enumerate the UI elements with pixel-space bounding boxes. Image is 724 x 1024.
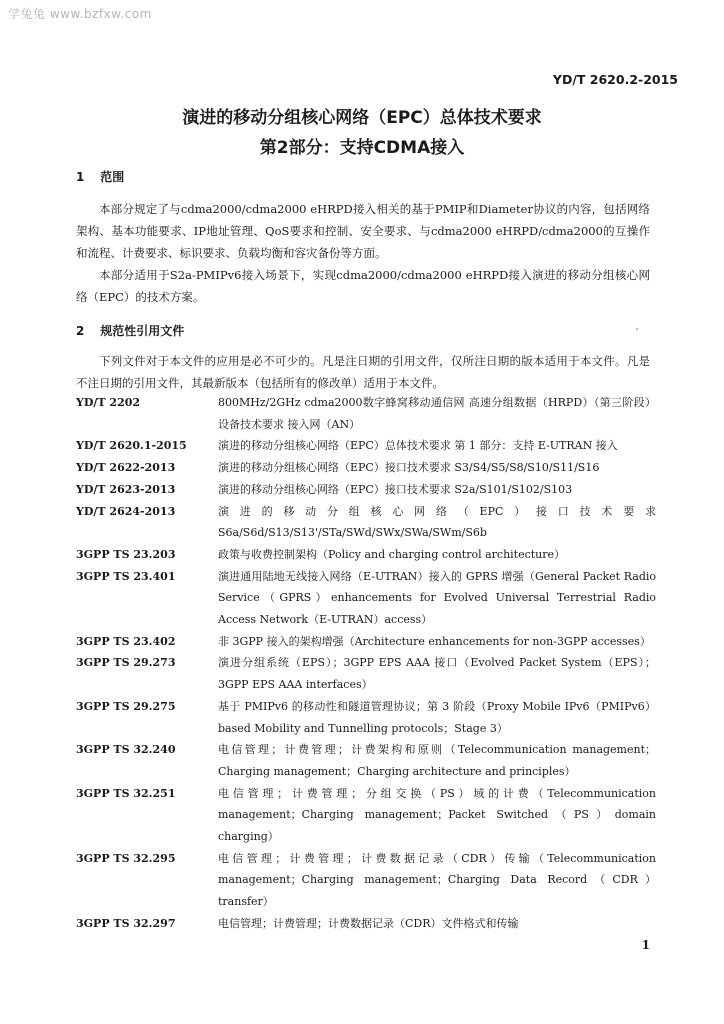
- reference-code: 3GPP TS 23.203: [76, 547, 176, 561]
- section-heading-normative-references: [76, 322, 184, 339]
- reference-item: [76, 739, 656, 782]
- reference-code: 3GPP TS 29.275: [76, 699, 176, 713]
- reference-item: [76, 435, 656, 457]
- reference-code: YD/T 2623-2013: [76, 482, 176, 496]
- reference-item: [76, 783, 656, 848]
- reference-item: [76, 392, 656, 435]
- reference-title: 政策与收费控制架构（Policy and charging control architecture）: [218, 547, 566, 561]
- reference-title: 电信管理；计费管理；分组交换（PS）域的计费（Telecommunication management；Charging management；Packet Switched（PS）domain charging）: [218, 786, 656, 844]
- reference-code: 3GPP TS 32.297: [76, 916, 176, 930]
- scan-speck: [636, 328, 638, 330]
- reference-title: 演进的移动分组核心网络（EPC）总体技术要求 第 1 部分：支持 E-UTRAN 接入: [218, 439, 618, 453]
- reference-title: 演进的移动分组核心网络（EPC）接口技术要求 S2a/S101/S102/S103: [218, 482, 573, 496]
- reference-title: 电信管理；计费管理；计费数据记录（CDR）文件格式和传输: [218, 916, 519, 930]
- document-subtitle: 第2部分：支持CDMA接入: [259, 138, 465, 158]
- document-code: YD/T 2620.2-2015: [552, 72, 678, 87]
- reference-item: [76, 696, 656, 739]
- reference-title: 非 3GPP 接入的架构增强（Architecture enhancements for non-3GPP accesses）: [218, 634, 651, 648]
- reference-code: 3GPP TS 32.240: [76, 743, 176, 757]
- reference-title: 电信管理；计费管理；计费架构和原则（Telecommunication management；Charging management；Charging architecture and principles）: [218, 743, 656, 778]
- section-title: 范围: [100, 170, 125, 184]
- reference-item: [76, 913, 656, 935]
- reference-title: 演进通用陆地无线接入网络（E-UTRAN）接入的 GPRS 增强（General Packet Radio Service（GPRS）enhancements for Evolved Universal Terrestrial Radio Access Network（E-UTRAN）access）: [218, 569, 656, 627]
- reference-item: [76, 566, 656, 631]
- section-title: 规范性引用文件: [100, 324, 185, 338]
- scope-paragraph: 本部分适用于S2a-PMIPv6接入场景下，实现cdma2000/cdma2000 eHRPD接入演进的移动分组核心网络（EPC）的技术方案。: [76, 268, 650, 304]
- reference-code: 3GPP TS 23.402: [76, 634, 176, 648]
- reference-code: YD/T 2622-2013: [76, 461, 176, 475]
- reference-item: [76, 631, 656, 653]
- reference-code: YD/T 2202: [76, 396, 141, 409]
- reference-item: [76, 457, 656, 479]
- reference-title: 基于 PMIPv6 的移动性和隧道管理协议；第 3 阶段（Proxy Mobile IPv6（PMIPv6）based Mobility and Tunnelling protocols；Stage 3）: [218, 699, 656, 735]
- reference-title: 演进的移动分组核心网络（EPC）接口技术要求 S6a/S6d/S13/S13'/STa/SWd/SWx/SWa/SWm/S6b: [218, 504, 656, 540]
- reference-item: [76, 652, 656, 695]
- reference-item: [76, 544, 656, 566]
- section-heading-scope: [76, 168, 124, 185]
- reference-code: YD/T 2624-2013: [76, 504, 176, 518]
- page-number: 1: [641, 938, 650, 952]
- reference-item: [76, 479, 656, 501]
- watermark: 学兔兔 www.bzfxw.com: [8, 7, 152, 21]
- reference-item: [76, 501, 656, 544]
- reference-code: 3GPP TS 32.251: [76, 786, 176, 800]
- scope-paragraph: 本部分规定了与cdma2000/cdma2000 eHRPD接入相关的基于PMIP和Diameter协议的内容，包括网络架构、基本功能要求、IP地址管理、QoS要求和控制、安全要求、与cdma2000 eHRPD/cdma2000的互操作和流程、计费要求、标识要求、负载均衡和容灾备份等方面。: [76, 202, 650, 260]
- document-title: 演进的移动分组核心网络（EPC）总体技术要求: [182, 108, 542, 128]
- section-number: 2: [76, 324, 85, 338]
- reference-title: 800MHz/2GHz cdma2000数字蜂窝移动通信网 高速分组数据（HRPD）（第三阶段）设备技术要求 接入网（AN）: [218, 396, 656, 431]
- reference-code: YD/T 2620.1-2015: [76, 439, 187, 453]
- reference-list: [76, 392, 656, 935]
- reference-item: [76, 848, 656, 913]
- references-intro: 下列文件对于本文件的应用是必不可少的。凡是注日期的引用文件，仅所注日期的版本适用于本文件。凡是不注日期的引用文件，其最新版本（包括所有的修改单）适用于本文件。: [76, 354, 650, 390]
- reference-code: 3GPP TS 32.295: [76, 851, 176, 865]
- reference-code: 3GPP TS 23.401: [76, 569, 176, 583]
- reference-title: 演进分组系统（EPS）；3GPP EPS AAA 接口（Evolved Packet System（EPS）；3GPP EPS AAA interfaces）: [218, 656, 656, 692]
- reference-title: 演进的移动分组核心网络（EPC）接口技术要求 S3/S4/S5/S8/S10/S11/S16: [218, 461, 600, 475]
- reference-code: 3GPP TS 29.273: [76, 656, 176, 670]
- reference-title: 电信管理；计费管理；计费数据记录（CDR）传输（Telecommunication management；Charging management；Charging Data Record（CDR）transfer）: [218, 851, 656, 909]
- section-number: 1: [76, 170, 85, 184]
